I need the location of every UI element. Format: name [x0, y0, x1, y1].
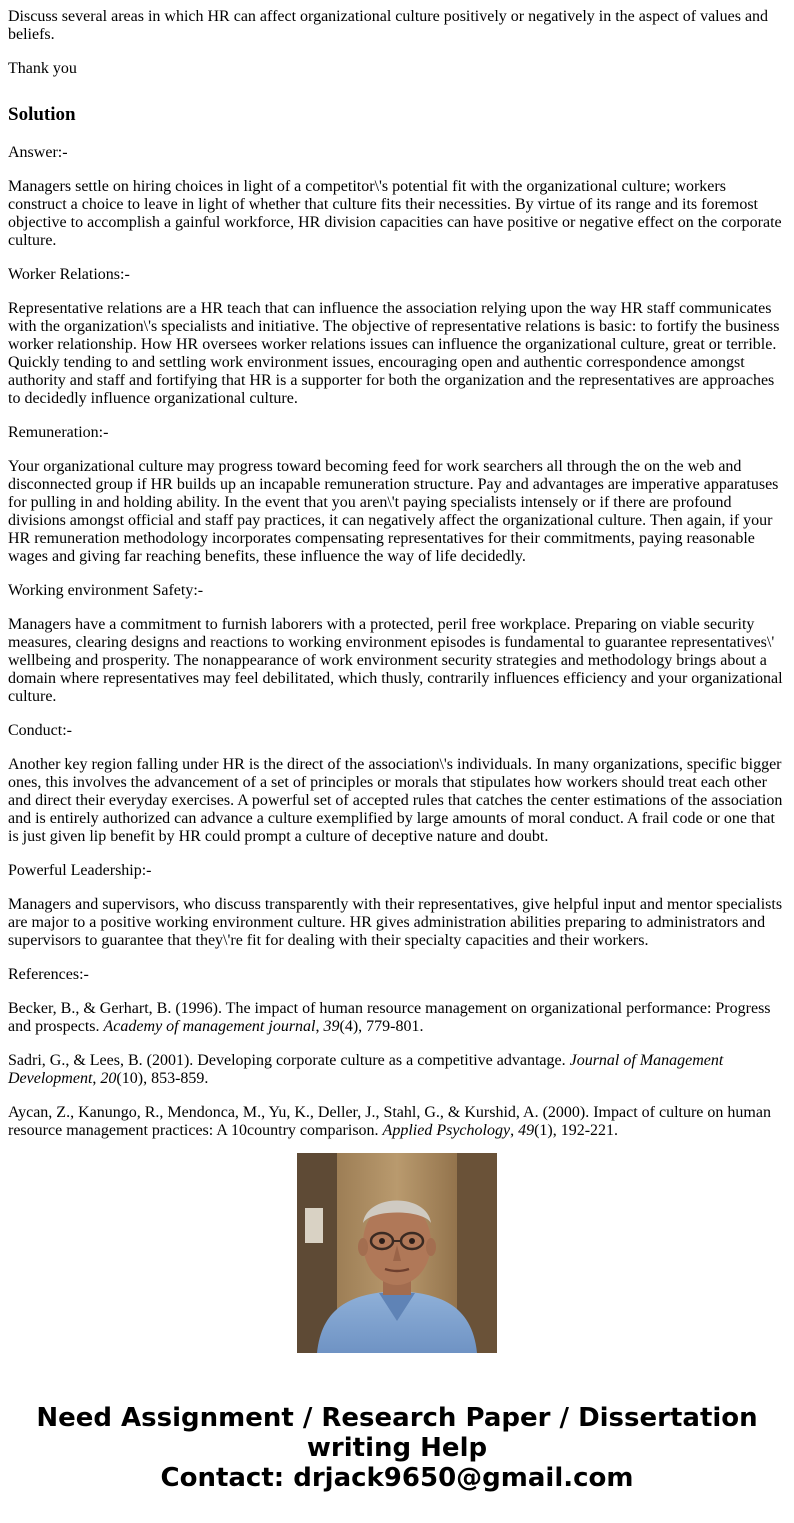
document-body	[8, 0, 784, 1139]
reference-volume: 39	[323, 1018, 340, 1035]
solution-heading: Solution	[8, 104, 76, 125]
section-title-safety: Working environment Safety:-	[8, 582, 204, 599]
section-body-leadership: Managers and supervisors, who discuss transparently with their representatives, give helpful input and mentor specialists are major to a positive working environment culture. HR gives administration abilities preparing to administrators and supervisors to guarantee that they\'re fit for dealing with their specialty capacities and their workers.	[8, 896, 783, 949]
reference-journal: Journal of Management Development	[8, 1052, 724, 1087]
promo-line-2: writing Help	[306, 1433, 488, 1463]
reference-item: Aycan, Z., Kanungo, R., Mendonca, M., Yu, K., Deller, J., Stahl, G., & Kurshid, A. (2000). Impact of culture on human resource management practices: A 10country comparison. Applied Psychology, 49(1), 192-221.	[8, 1104, 771, 1139]
reference-volume: 20	[100, 1070, 117, 1087]
promo-contact: Contact: drjack9650@gmail.com	[160, 1463, 634, 1493]
thanks-text: Thank you	[8, 60, 77, 77]
author-avatar	[297, 1153, 497, 1353]
reference-journal: Academy of management journal	[103, 1018, 316, 1035]
reference-item: Sadri, G., & Lees, B. (2001). Developing corporate culture as a competitive advantage. Journal of Management Development, 20(10), 853-859.	[8, 1052, 724, 1087]
question-text: Discuss several areas in which HR can affect organizational culture positively or negatively in the aspect of values and beliefs.	[8, 8, 769, 43]
section-body-conduct: Another key region falling under HR is the direct of the association\'s individuals. In many organizations, specific bigger ones, this involves the advancement of a set of principles or morals that stipulates how workers should treat each other and direct their everyday exercises. A powerful set of accepted rules that catches the center estimations of the association and is entirely authorized can advance a culture exemplified by large amounts of moral conduct. A frail code or one that is just given lip benefit by HR could prompt a culture of deceptive nature and doubt.	[8, 756, 783, 845]
answer-intro: Managers settle on hiring choices in light of a competitor\'s potential fit with the organizational culture; workers construct a choice to leave in light of whether that culture fits their necessities. By virtue of its range and its foremost objective to accomplish a gainful workforce, HR division capacities can have positive or negative effect on the corporate culture.	[8, 178, 782, 249]
reference-item: Becker, B., & Gerhart, B. (1996). The impact of human resource management on organizational performance: Progress and prospects. Academy of management journal, 39(4), 779-801.	[8, 1000, 771, 1035]
references-label: References:-	[8, 966, 89, 983]
section-body-remuneration: Your organizational culture may progress toward becoming feed for work searchers all through the on the web and disconnected group if HR builds up an incapable remuneration structure. Pay and advantages are imperative apparatuses for pulling in and holding ability. In the event that you aren\'t paying specialists intensely or if there are profound divisions amongst official and staff pay practices, it can negatively affect the organizational culture. Then again, if your HR remuneration methodology incorporates compensating representatives for their commitments, paying reasonable wages and giving far reaching benefits, these influence the way of life decidedly.	[8, 458, 779, 565]
section-title-remuneration: Remuneration:-	[8, 424, 109, 441]
answer-label: Answer:-	[8, 144, 68, 161]
promo-line-1: Need Assignment / Research Paper / Dissertation	[36, 1403, 758, 1433]
section-title-worker-relations: Worker Relations:-	[8, 266, 130, 283]
section-body-worker-relations: Representative relations are a HR teach that can influence the association relying upon the way HR staff communicates with the organization\'s specialists and initiative. The objective of representative relations is basic: to fortify the business worker relationship. How HR oversees worker relations issues can influence the organizational culture, great or terrible. Quickly tending to and settling work environment issues, encouraging open and authentic correspondence amongst authority and staff and fortifying that HR is a supporter for both the organization and the representatives are approaches to decidedly influence organizational culture.	[8, 300, 780, 407]
author-portrait	[297, 1153, 497, 1353]
section-title-leadership: Powerful Leadership:-	[8, 862, 152, 879]
reference-volume: 49	[518, 1122, 535, 1139]
reference-journal: Applied Psychology	[382, 1122, 511, 1139]
section-title-conduct: Conduct:-	[8, 722, 72, 739]
promo-footer	[0, 1403, 794, 1493]
section-body-safety: Managers have a commitment to furnish laborers with a protected, peril free workplace. Preparing on viable security measures, clearing designs and reactions to working environment episodes is fundamental to guarantee representatives\' wellbeing and prosperity. The nonappearance of work environment security strategies and methodology brings about a domain where representatives may feel debilitated, which thusly, contrarily influences efficiency and your organizational culture.	[8, 616, 783, 705]
